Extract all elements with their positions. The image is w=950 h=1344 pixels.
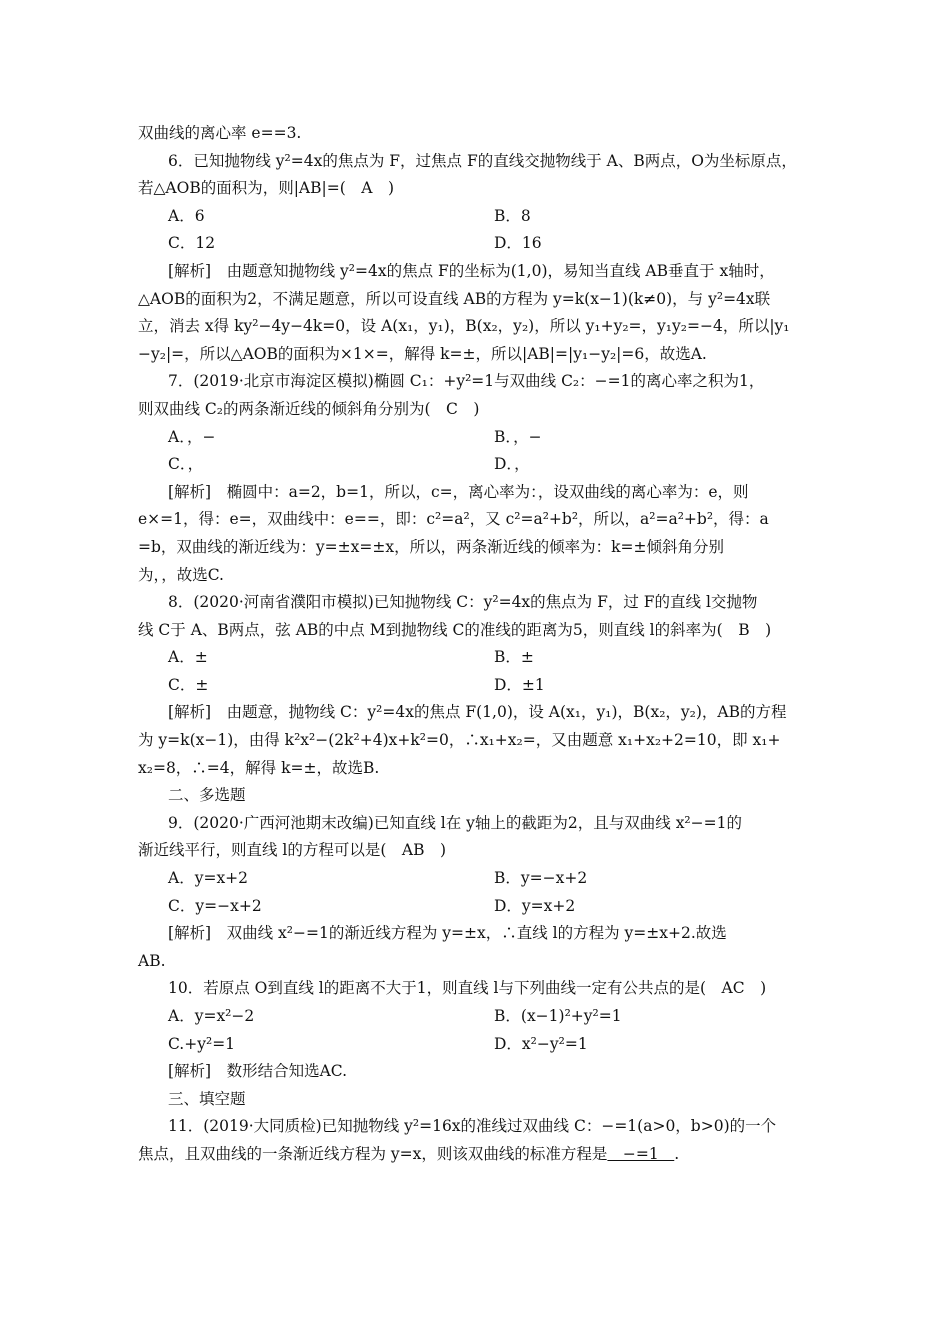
document-page xyxy=(138,120,818,1169)
text-line: 三、填空题 xyxy=(168,1089,246,1108)
text-line: 双曲线的离心率 e==3. xyxy=(138,124,302,142)
option-right: D．y=x+2 xyxy=(494,896,576,915)
text-line: 11．(2019·大同质检)已知抛物线 y²=16x的准线过双曲线 C：−=1(a>0，b>0)的一个 xyxy=(168,1117,777,1136)
text-line: 为 y=k(x−1)，由得 k²x²−(2k²+4)x+k²=0，∴x₁+x₂=，又由题意 x₁+x₂+2=10，即 x₁+ xyxy=(138,731,781,750)
text-line: [解析] 椭圆中：a=2，b=1，所以，c=，离心率为：，设双曲线的离心率为：e，则 xyxy=(168,482,749,501)
option-right: D．， xyxy=(494,455,530,474)
option-row xyxy=(138,1031,818,1059)
option-right: B．(x−1)²+y²=1 xyxy=(494,1007,622,1025)
text-line: 线 C于 A、B两点，弦 AB的中点 M到抛物线 C的准线的距离为5，则直线 l的斜率为( B ) xyxy=(138,620,772,639)
option-left: C．， xyxy=(168,455,204,474)
text-line: 二、多选题 xyxy=(168,786,246,805)
text-line: 渐近线平行，则直线 l的方程可以是( AB ) xyxy=(138,841,447,860)
option-row xyxy=(138,424,818,452)
option-left: A．y=x²−2 xyxy=(168,1007,255,1025)
option-left: C．y=−x+2 xyxy=(168,896,262,915)
text-line: =b，双曲线的渐近线为：y=±x=±x，所以，两条渐近线的倾率为：k=±倾斜角分别 xyxy=(138,537,724,556)
option-left: A．，− xyxy=(168,427,216,446)
question-text: 焦点，且双曲线的一条渐近线方程为 y=x，则该双曲线的标准方程是 xyxy=(138,1144,608,1163)
option-row xyxy=(138,865,818,893)
option-row xyxy=(138,672,818,700)
text-line: 10．若原点 O到直线 l的距离不大于1，则直线 l与下列曲线一定有公共点的是( AC ) xyxy=(168,979,767,998)
text-line: 若△AOB的面积为，则|AB|=( A ) xyxy=(138,179,395,198)
text-line: 则双曲线 C₂的两条渐近线的倾斜角分别为( C ) xyxy=(138,399,480,418)
text-line: 立，消去 x得 ky²−4y−4k=0，设 A(x₁，y₁)，B(x₂，y₂)，所以 y₁+y₂=，y₁y₂=−4，所以|y₁ xyxy=(138,317,790,336)
text-line: 9．(2020·广西河池期末改编)已知直线 l在 y轴上的截距为2，且与双曲线 x²−=1的 xyxy=(168,813,742,832)
option-left: C.+y²=1 xyxy=(168,1034,236,1053)
text-line: 为，，故选C. xyxy=(138,565,224,584)
text-line: [解析] 由题意，抛物线 C：y²=4x的焦点 F(1,0)，设 A(x₁，y₁)，B(x₂，y₂)，AB的方程 xyxy=(168,703,787,722)
text-line: △AOB的面积为2，不满足题意，所以可设直线 AB的方程为 y=k(x−1)(k≠0)，与 y²=4x联 xyxy=(138,289,771,308)
text-line: 6．已知抛物线 y²=4x的焦点为 F，过焦点 F的直线交抛物线于 A、B两点，O为坐标原点， xyxy=(168,151,797,170)
text-line: AB. xyxy=(138,951,166,970)
answer-blank: −=1 xyxy=(607,1144,675,1163)
option-right: B．，− xyxy=(494,427,542,446)
text-line: [解析] 数形结合知选AC. xyxy=(168,1062,348,1081)
period: . xyxy=(674,1144,680,1163)
option-row xyxy=(138,451,818,479)
option-right: D．16 xyxy=(494,234,542,253)
text-line xyxy=(138,1141,818,1169)
option-left: A．± xyxy=(168,648,208,667)
option-row xyxy=(138,203,818,231)
text-line: x₂=8，∴=4，解得 k=±，故选B. xyxy=(138,758,380,777)
option-row xyxy=(138,1003,818,1031)
text-line: [解析] 由题意知抛物线 y²=4x的焦点 F的坐标为(1,0)，易知当直线 AB垂直于 x轴时， xyxy=(168,261,775,280)
option-right: B．± xyxy=(494,648,534,667)
text-line: 8．(2020·河南省濮阳市模拟)已知抛物线 C：y²=4x的焦点为 F，过 F的直线 l交抛物 xyxy=(168,593,758,612)
option-row xyxy=(138,230,818,258)
text-line: [解析] 双曲线 x²−=1的渐近线方程为 y=±x，∴直线 l的方程为 y=±x+2.故选 xyxy=(168,924,727,943)
option-left: A．6 xyxy=(168,206,205,225)
option-right: D．x²−y²=1 xyxy=(494,1034,588,1053)
option-row xyxy=(138,644,818,672)
option-left: C．12 xyxy=(168,234,216,253)
text-line: −y₂|=，所以△AOB的面积为×1×=，解得 k=±，所以|AB|=|y₁−y₂|=6，故选A. xyxy=(138,344,707,363)
option-right: D．±1 xyxy=(494,675,545,694)
option-right: B．y=−x+2 xyxy=(494,869,588,888)
option-right: B．8 xyxy=(494,206,531,225)
option-left: C．± xyxy=(168,675,209,694)
option-row xyxy=(138,893,818,921)
text-line: 7．(2019·北京市海淀区模拟)椭圆 C₁：+y²=1与双曲线 C₂：−=1的离心率之积为1， xyxy=(168,372,765,391)
option-left: A．y=x+2 xyxy=(168,869,249,888)
text-line: e×=1，得：e=，双曲线中：e==，即：c²=a²，又 c²=a²+b²，所以，a²=a²+b²，得：a xyxy=(138,510,769,529)
